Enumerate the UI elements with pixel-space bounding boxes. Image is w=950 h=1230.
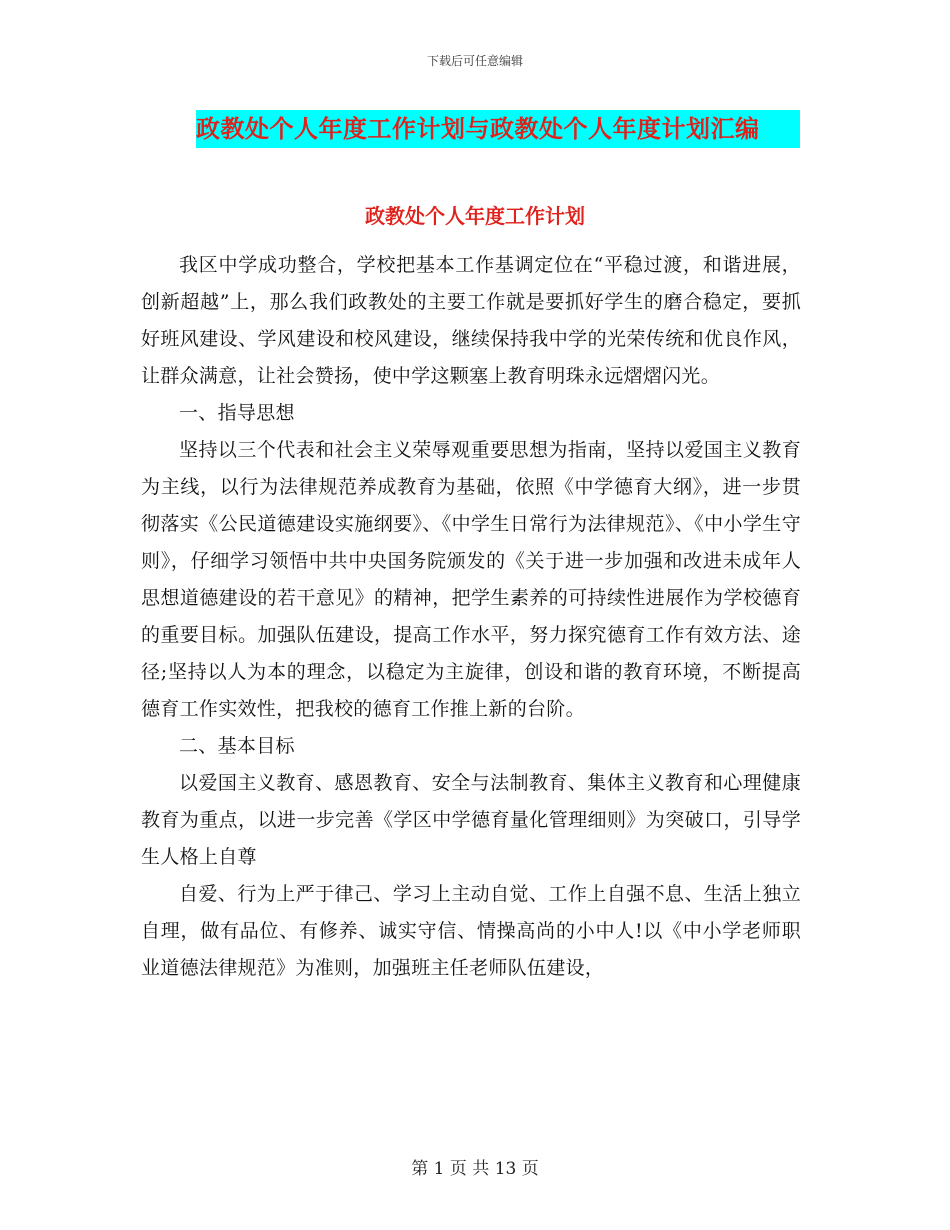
intro-paragraph: 我区中学成功整合，学校把基本工作基调定位在“平稳过渡，和谐进展，创新超越”上，那么我们政教处的主要工作就是要抓好学生的磨合稳定，要抓好班风建设、学风建设和校风建设，继续保持我中学的光荣传统和优良作风，让群众满意，让社会赞扬，使中学这颗塞上教育明珠永远熠熠闪光。 [141,254,801,387]
section-title: 政教处个人年度工作计划 [365,204,585,228]
page-footer: 第 1 页 共 13 页 [411,1159,539,1179]
heading-basic-goals: 二、基本目标 [179,735,295,757]
page-header-note: 下载后可任意编辑 [426,54,523,68]
document-title: 政教处个人年度工作计划与政教处个人年度计划汇编 [196,110,800,148]
basic-goals-paragraph: 以爱国主义教育、感恩教育、安全与法制教育、集体主义教育和心理健康教育为重点，以进一步完善《学区中学德育量化管理细则》为突破口，引导学生人格上自尊 [141,772,801,868]
document-body [141,247,801,987]
heading-guiding-ideology: 一、指导思想 [179,402,295,424]
guiding-ideology-paragraph: 坚持以三个代表和社会主义荣辱观重要思想为指南，坚持以爱国主义教育为主线，以行为法律规范养成教育为基础，依照《中学德育大纲》，进一步贯彻落实《公民道德建设实施纲要》、《中学生日常行为法律规范》、《中小学生守则》，仔细学习领悟中共中央国务院颁发的《关于进一步加强和改进未成年人思想道德建设的若干意见》的精神，把学生素养的可持续性进展作为学校德育的重要目标。加强队伍建设，提高工作水平，努力探究德育工作有效方法、途径;坚持以人为本的理念，以稳定为主旋律，创设和谐的教育环境，不断提高德育工作实效性，把我校的德育工作推上新的台阶。 [141,439,801,720]
continuation-paragraph: 自爱、行为上严于律己、学习上主动自觉、工作上自强不息、生活上独立自理，做有品位、有修养、诚实守信、情操高尚的小中人!以《中小学老师职业道德法律规范》为准则，加强班主任老师队伍建设， [141,883,801,979]
